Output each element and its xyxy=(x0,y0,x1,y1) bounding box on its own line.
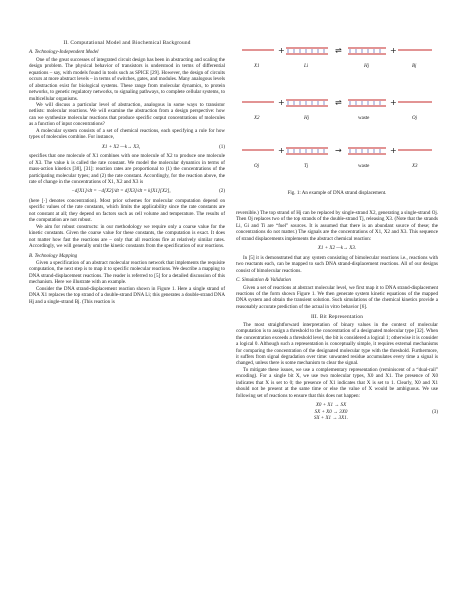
label-bj: Bj xyxy=(412,64,417,69)
equation-row: SX + X1 → 3X1. xyxy=(313,415,349,422)
paragraph: A molecular system consists of a set of chemical reactions, each specifying a rule for how types of molecules combine. For instance, xyxy=(29,127,225,141)
equation-2 xyxy=(29,188,225,194)
equation-row: SX + X0 → 3X0 xyxy=(314,408,348,415)
paragraph: In [5] it is demonstrated that any system consisting of bimolecular reactions i.e., reactions with two reactants each, can be mapped to such DNA strand-displacement reactions. All of our designs consist of bimolecular reactions. xyxy=(236,254,438,274)
plus-sign: + xyxy=(278,46,285,55)
section-title-iii: III. Bit Representation xyxy=(310,314,364,321)
base-pairs xyxy=(350,149,380,153)
paragraph: specifies that one molecule of X1 combines with one molecule of X2 to produce one molecule of X3. The value k is called the rate constant. We model the molecular dynamics in terms of mass-action kinetics [30], [31]: reaction rates are proportional to (1) the concentrations of the participating molecular types; and (2) the rate constant. Accordingly, for the reaction above, the rate of change in the concentrations of X1, X2 and X3 is xyxy=(29,153,225,186)
label-x2: X2 xyxy=(254,116,260,121)
equation-body: −d[X1]/dt = −d[X2]/dt = d[X3]/dt = k[X1][X2], xyxy=(71,188,171,195)
equation-body: X1 + X2 —k→ X3. xyxy=(317,245,357,252)
label-oj: Oj xyxy=(254,164,259,169)
label-li: Li xyxy=(304,64,309,69)
label-tj: Tj xyxy=(304,164,309,169)
subsection-title-c: C. Simulation & Validation xyxy=(236,277,291,284)
paragraph: Given a set of reactions at abstract molecular level, we first map it to DNA strand-displacement reactions of the form shown Figure 1. We then generate system kinetic equations of the mapped DNA system and obtain the transient solution. Such simulations of the chemical kinetics provide a reasonably accurate prediction of the actual in vitro behavior [6]. xyxy=(236,284,438,310)
label-hj: Hj xyxy=(364,64,369,69)
subsection-title-b: B. Technology Mapping xyxy=(29,252,78,259)
plus-sign: + xyxy=(278,98,285,107)
label-oj: Oj xyxy=(412,116,417,121)
label-x1: X1 xyxy=(254,64,260,69)
paragraph: One of the great successes of integrated circuit design has been in abstracting and scaling the design problem. The physical behavior of transistors is understood in terms of differential equations – say, with models found in tools such as SPICE [29]. However, the design of circuits occurs at more abstract levels – in terms of switches, gates, and modules. Many analogous levels of abstraction exist for biological systems. These range from molecular dynamics, to protein networks, to genetic regulatory networks, to signaling pathways, to complete cellular systems, to multicellular organisms. xyxy=(29,56,225,102)
subsection-title-a: A. Technology-Independent Model xyxy=(29,49,99,56)
right-column xyxy=(236,210,438,425)
plus-sign: + xyxy=(390,98,397,107)
strand-tj xyxy=(286,148,328,154)
label-hj: Hj xyxy=(304,116,309,121)
paragraph: (here [·] denotes concentration). Most prior schemes for molecular computation depend on specific values of the rate constants, which limits the applicability since the rate constants are not constant at all; they depend on factors such as cell volume and temperature. The results of the computation are not robust. xyxy=(29,197,225,224)
plus-sign: + xyxy=(390,46,397,55)
label-waste: waste xyxy=(358,116,370,121)
figure-caption: Fig. 1: An example of DNA strand displacement. xyxy=(287,190,387,196)
figure-dna-strand-displacement xyxy=(236,40,438,208)
reversible-arrow: ⇌ xyxy=(335,46,342,55)
dna-diagram xyxy=(236,40,438,190)
strand-hj-2 xyxy=(286,100,328,106)
left-column xyxy=(29,40,225,305)
reversible-arrow: ⇌ xyxy=(335,98,342,107)
section-title-ii: II. Computational Model and Biochemical Background xyxy=(63,40,191,46)
equation-3 xyxy=(236,402,438,421)
plus-sign: + xyxy=(278,146,285,155)
paragraph: reversible.) The top strand of Hj can be replaced by single-strand X2, generating a single-strand Oj. Then Oj replaces two of the top strands of the double-strand Tj, releasing X3. (Note that the strands Li, Gi and Ti are “fuel” sources. It is assumed that there is an abundant source of these; the concentrations do not matter.) The signals are the concentrations of X1, X2 and X3. This sequence of strand displacements implements the abstract chemical reaction: xyxy=(236,210,438,242)
paragraph: Consider the DNA strand-displacement reaction shown in Figure 1. Here a single strand of DNA X1 replaces the top strand of a double-strand DNA Li; this generates a double-strand DNA Hj and a single-strand Bj. (This reaction is xyxy=(29,285,225,305)
strand-li xyxy=(286,48,328,54)
paragraph: To mitigate these issues, we use a complementary representation (reminiscent of a “dual-rail” encoding). For a single bit X, we use two molecular types, X0 and X1. The presence of X0 indicates that X is set to 0; the presence of X1 indicates that X is set to 1. Clearly, X0 and X1 should not be present at the same time or else the value of X would be ambiguous. We use following set of reactions to ensure that this does not happen: xyxy=(236,366,438,399)
base-pairs xyxy=(288,49,324,53)
equation-rows xyxy=(236,402,426,421)
base-pairs xyxy=(288,101,324,105)
base-pairs xyxy=(288,149,324,153)
equation-1 xyxy=(29,144,225,150)
equation-row: X0 + X1 → SX xyxy=(315,402,347,409)
equation-body: X1 + X2 —k→ X3, xyxy=(101,143,141,150)
reaction-arrow: → xyxy=(335,146,342,155)
paragraph: Given a specification of an abstract molecular reaction network that implements the requisite computation, the next step is to map it to specific molecular reactions. We describe a mapping to DNA strand-displacement reactions. The reader is referred to [5] for a detailed discussion of this mechanism. Here we illustrate with an example. xyxy=(29,260,225,286)
paragraph: We will discuss a particular level of abstraction, analogous in some ways to transistor netlists: molecular reactions. We will examine the abstraction from a design perspective: how can we synthesize molecular reactions that produce specific output concentrations of molecules as a function of input concentrations? xyxy=(29,102,225,128)
label-x3: X3 xyxy=(412,164,418,169)
paragraph: The most straightforward interpretation of binary values in the context of molecular computation is to assign a threshold to the concentration of a designated molecular type [32]. When the concentration exceeds a threshold level, the bit is considered a logical 1; otherwise it is consider a logical 0. Although such a representation is conceptually simple, it requires external mechanisms for comparing the concentration of the designated molecular type with the threshold. Furthermore, it suffers from signal degradation over time: unwanted residue accumulates every time a signal is changed, unless there is some mechanism to clear the signal. xyxy=(236,321,438,367)
base-pairs xyxy=(350,49,380,53)
paragraph: We aim for robust constructs: in our methodology we require only a coarse value for the kinetic constants. Given the coarse value for these constants, the computation is exact. It does not matter how fast the reactions are – only that all reactions fire at relatively similar rates. Accordingly, we will generally omit the kinetic constants from the specification of our reactions. xyxy=(29,223,225,250)
equation-number: (1) xyxy=(219,143,225,150)
label-waste: waste xyxy=(358,164,370,169)
base-pairs xyxy=(350,101,380,105)
equation-abstract-reaction xyxy=(236,245,438,251)
equation-number: (3) xyxy=(432,408,438,415)
equation-number: (2) xyxy=(219,188,225,195)
plus-sign: + xyxy=(390,146,397,155)
